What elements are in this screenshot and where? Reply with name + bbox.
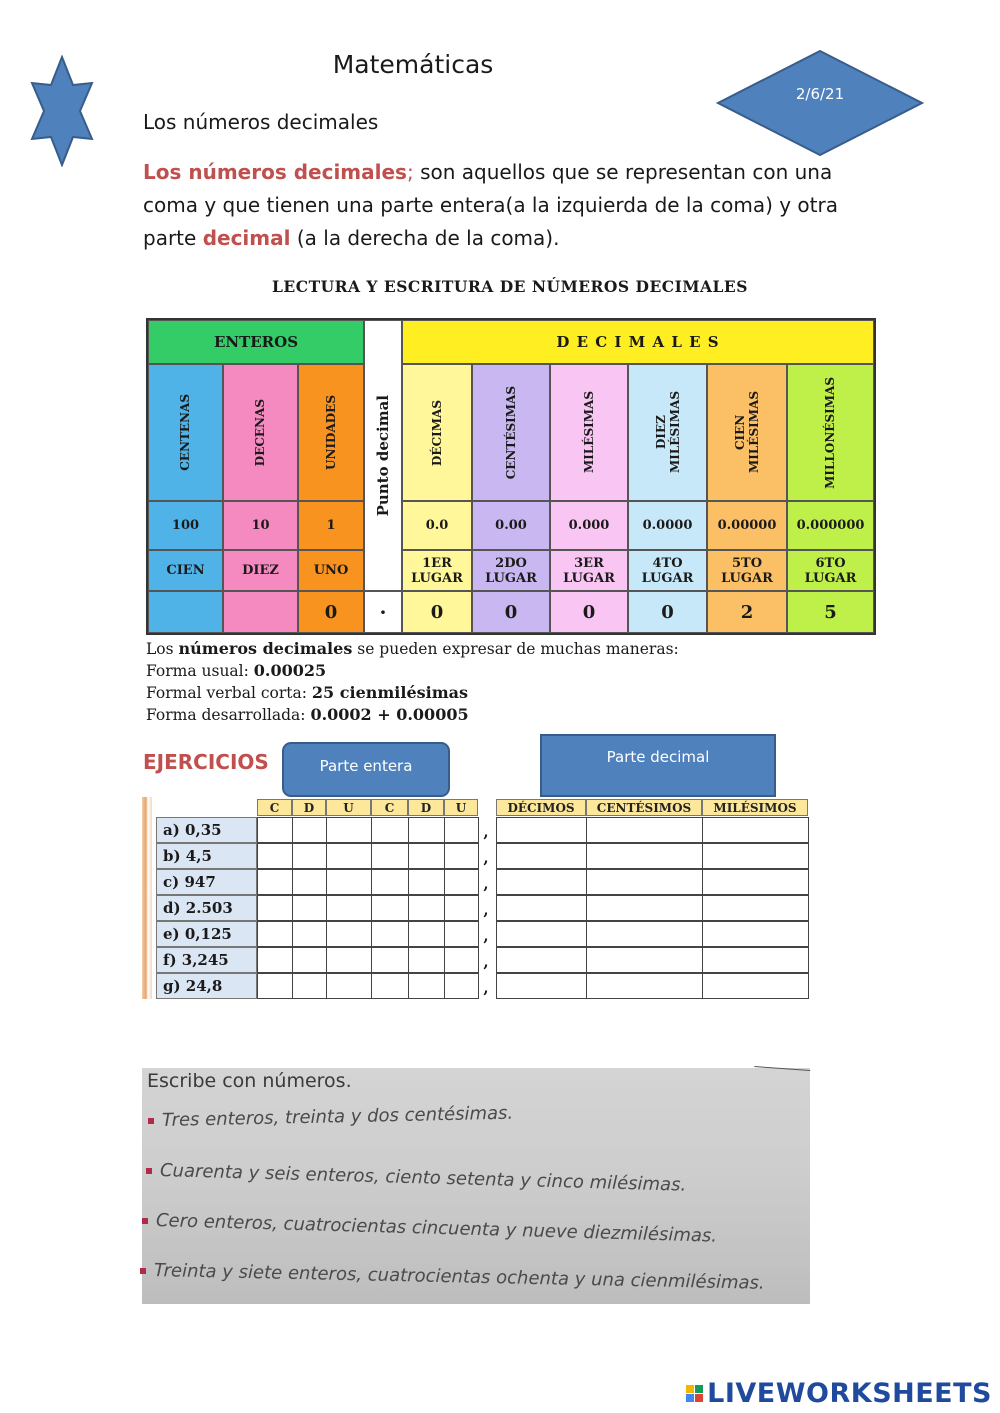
int-header-1: C [257,799,292,816]
dec-answer-cell[interactable] [586,921,703,947]
dec-answer-cell[interactable] [702,973,809,999]
int-header-6: U [444,799,478,816]
int-header-5: D [408,799,444,816]
int-answer-cell[interactable] [408,869,445,895]
place-digit-9: 5 [787,591,874,633]
place-header-6 [550,364,628,501]
int-answer-cell[interactable] [292,973,327,999]
int-answer-cell[interactable] [371,817,409,843]
int-answer-cell[interactable] [292,817,327,843]
place-header-8 [707,364,787,501]
place-value-9: 0.000000 [787,501,874,550]
logo-icon [686,1385,703,1402]
place-value-1: 100 [148,501,223,550]
dec-answer-cell[interactable] [496,947,587,973]
bullet-icon [140,1268,146,1274]
photo-item: Cero enteros, cuatrocientas cincuenta y nueve diezmilésimas. [155,1210,718,1247]
int-header-3: U [326,799,371,816]
int-answer-cell[interactable] [292,843,327,869]
int-answer-cell[interactable] [408,921,445,947]
int-answer-cell[interactable] [326,947,372,973]
dec-answer-cell[interactable] [702,895,809,921]
int-answer-cell[interactable] [257,973,293,999]
int-answer-cell[interactable] [326,869,372,895]
dec-answer-cell[interactable] [496,843,587,869]
place-value-3: 1 [298,501,364,550]
int-answer-cell[interactable] [326,843,372,869]
place-value-6: 0.000 [550,501,628,550]
notes-line-3: Formal verbal corta: 25 cienmilésimas [146,683,469,702]
place-digit-1 [148,591,223,633]
place-word-text: 1ER LUGAR [411,555,463,586]
dec-answer-cell[interactable] [702,921,809,947]
place-word-7 [628,550,707,591]
exercise-row-label: g) 24,8 [156,973,257,999]
int-answer-cell[interactable] [257,921,293,947]
place-name: DIEZ MILÉSIMAS [653,391,682,474]
int-answer-cell[interactable] [444,895,479,921]
photo-corner-line [754,1066,810,1079]
place-digit-2 [223,591,298,633]
textbook-photo [142,1068,810,1304]
place-header-3 [298,364,364,501]
place-value-8: 0.00000 [707,501,787,550]
place-value-7: 0.0000 [628,501,707,550]
int-answer-cell[interactable] [326,817,372,843]
exercise-row-label: e) 0,125 [156,921,257,947]
place-word-text: CIEN [166,563,205,578]
place-name: CENTENAS [178,394,192,471]
int-answer-cell[interactable] [444,947,479,973]
dec-answer-cell[interactable] [496,973,587,999]
place-header-7 [628,364,707,501]
place-header-1 [148,364,223,501]
int-answer-cell[interactable] [371,947,409,973]
place-header-9 [787,364,874,501]
parte-entera-box: Parte entera [282,742,450,797]
int-answer-cell[interactable] [326,895,372,921]
int-answer-cell[interactable] [408,947,445,973]
int-answer-cell[interactable] [444,973,479,999]
exercise-row-label: b) 4,5 [156,843,257,869]
exercise-row-label: a) 0,35 [156,817,257,843]
dec-answer-cell[interactable] [586,973,703,999]
place-value-table [146,318,876,635]
place-word-text: 3ER LUGAR [563,555,615,586]
intro-term: Los números decimales [143,160,407,184]
int-answer-cell[interactable] [326,921,372,947]
bullet-icon [146,1168,152,1174]
int-header-2: D [292,799,326,816]
comma-mark: , [483,875,489,893]
place-header-4 [402,364,472,501]
place-digit-4: 0 [402,591,472,633]
place-value-5: 0.00 [472,501,550,550]
intro-sep: ; [406,160,414,184]
bullet-icon [142,1218,148,1224]
place-word-text: DIEZ [242,563,279,578]
int-answer-cell[interactable] [257,895,293,921]
dec-answer-cell[interactable] [586,843,703,869]
intro-paragraph [143,156,863,255]
dec-header-1: DÉCIMOS [496,799,586,816]
place-name: CENTÉSIMAS [503,385,518,480]
int-answer-cell[interactable] [444,869,479,895]
dec-answer-cell[interactable] [586,869,703,895]
int-answer-cell[interactable] [292,947,327,973]
photo-title: Escribe con números. [147,1070,352,1092]
comma-mark: , [483,979,489,997]
place-digit-6: 0 [550,591,628,633]
place-word-text: 6TO LUGAR [804,555,857,586]
int-answer-cell[interactable] [257,947,293,973]
place-word-3 [298,550,364,591]
photo-item: Tres enteros, treinta y dos centésimas. [161,1102,514,1131]
place-name: DÉCIMAS [429,399,444,466]
logo-text: LIVEWORKSHEETS [707,1378,992,1409]
place-word-text: UNO [313,563,349,578]
int-answer-cell[interactable] [371,921,409,947]
intro-text-1: son aquellos que se representan con una coma y que tienen una parte entera(a la izquierda de la coma) y otra parte [143,160,838,250]
punto-decimal-column [364,320,402,591]
place-word-9 [787,550,874,591]
enteros-header: ENTEROS [148,320,364,364]
page-title: Matemáticas [332,50,494,79]
decimales-header: D E C I M A L E S [402,320,874,364]
place-word-2 [223,550,298,591]
place-word-8 [707,550,787,591]
int-answer-cell[interactable] [444,921,479,947]
place-word-text: 2DO LUGAR [485,555,537,586]
parte-decimal-box: Parte decimal [540,734,776,797]
place-digit-3: 0 [298,591,364,633]
notes-line-4: Forma desarrollada: 0.0002 + 0.00005 [146,705,469,724]
place-word-text: 4TO LUGAR [641,555,694,586]
notes-line-1: Los números decimales se pueden expresar de muchas maneras: [146,639,679,658]
place-digit-7: 0 [628,591,707,633]
int-answer-cell[interactable] [326,973,372,999]
notes-line-2: Forma usual: 0.00025 [146,661,327,680]
comma-mark: , [483,901,489,919]
intro-term-2: decimal [202,226,291,250]
comma-mark: , [483,953,489,971]
comma-mark: , [483,927,489,945]
date-text: 2/6/21 [795,85,845,103]
intro-text-2: (a la derecha de la coma). [290,226,560,250]
int-answer-cell[interactable] [292,869,327,895]
int-header-4: C [371,799,408,816]
int-answer-cell[interactable] [257,817,293,843]
place-name: CIEN MILÉSIMAS [733,391,761,474]
dec-answer-cell[interactable] [496,869,587,895]
place-digit-8: 2 [707,591,787,633]
place-word-4 [402,550,472,591]
int-answer-cell[interactable] [408,817,445,843]
int-answer-cell[interactable] [371,843,409,869]
place-word-1 [148,550,223,591]
int-answer-cell[interactable] [444,817,479,843]
place-name: DECENAS [253,398,267,467]
exercise-row-label: f) 3,245 [156,947,257,973]
int-answer-cell[interactable] [257,869,293,895]
dec-answer-cell[interactable] [496,895,587,921]
dec-header-2: CENTÉSIMOS [586,799,702,816]
dec-answer-cell[interactable] [496,921,587,947]
place-header-5 [472,364,550,501]
exercise-row-label: c) 947 [156,869,257,895]
place-value-2: 10 [223,501,298,550]
dec-answer-cell[interactable] [702,869,809,895]
int-answer-cell[interactable] [292,921,327,947]
comma-mark: , [483,849,489,867]
decimal-dot: · [364,591,402,633]
photo-item: Cuarenta y seis enteros, ciento setenta y cinco milésimas. [159,1160,687,1196]
exercise-row-label: d) 2.503 [156,895,257,921]
place-name: MILÉSIMAS [581,391,596,474]
dec-answer-cell[interactable] [702,947,809,973]
exercise-table [142,797,810,999]
place-header-2 [223,364,298,501]
int-answer-cell[interactable] [408,843,445,869]
int-answer-cell[interactable] [371,895,409,921]
int-answer-cell[interactable] [257,843,293,869]
dec-answer-cell[interactable] [586,817,703,843]
photo-item: Treinta y siete enteros, cuatrocientas ochenta y una cienmilésimas. [153,1260,765,1294]
page-subtitle: Los números decimales [143,110,379,134]
int-answer-cell[interactable] [371,973,409,999]
int-answer-cell[interactable] [292,895,327,921]
dec-answer-cell[interactable] [586,947,703,973]
place-word-text: 5TO LUGAR [721,555,773,586]
place-name: UNIDADES [323,395,338,470]
place-value-4: 0.0 [402,501,472,550]
int-answer-cell[interactable] [371,869,409,895]
table-side-bar [142,797,152,999]
decimal-notes [146,638,679,726]
dec-answer-cell[interactable] [702,843,809,869]
dec-answer-cell[interactable] [496,817,587,843]
place-word-6 [550,550,628,591]
dec-answer-cell[interactable] [702,817,809,843]
bullet-icon [148,1118,154,1124]
exercises-title: EJERCICIOS [143,750,269,774]
date-diamond [716,49,924,157]
int-answer-cell[interactable] [444,843,479,869]
comma-mark: , [483,823,489,841]
liveworksheets-logo [686,1378,992,1409]
place-value-title: LECTURA Y ESCRITURA DE NÚMEROS DECIMALES [272,277,748,296]
int-answer-cell[interactable] [408,973,445,999]
dec-header-3: MILÉSIMOS [702,799,808,816]
place-word-5 [472,550,550,591]
int-answer-cell[interactable] [408,895,445,921]
punto-decimal-label: Punto decimal [373,394,392,517]
place-digit-5: 0 [472,591,550,633]
place-name: MILLONÉSIMAS [823,376,837,489]
dec-answer-cell[interactable] [586,895,703,921]
